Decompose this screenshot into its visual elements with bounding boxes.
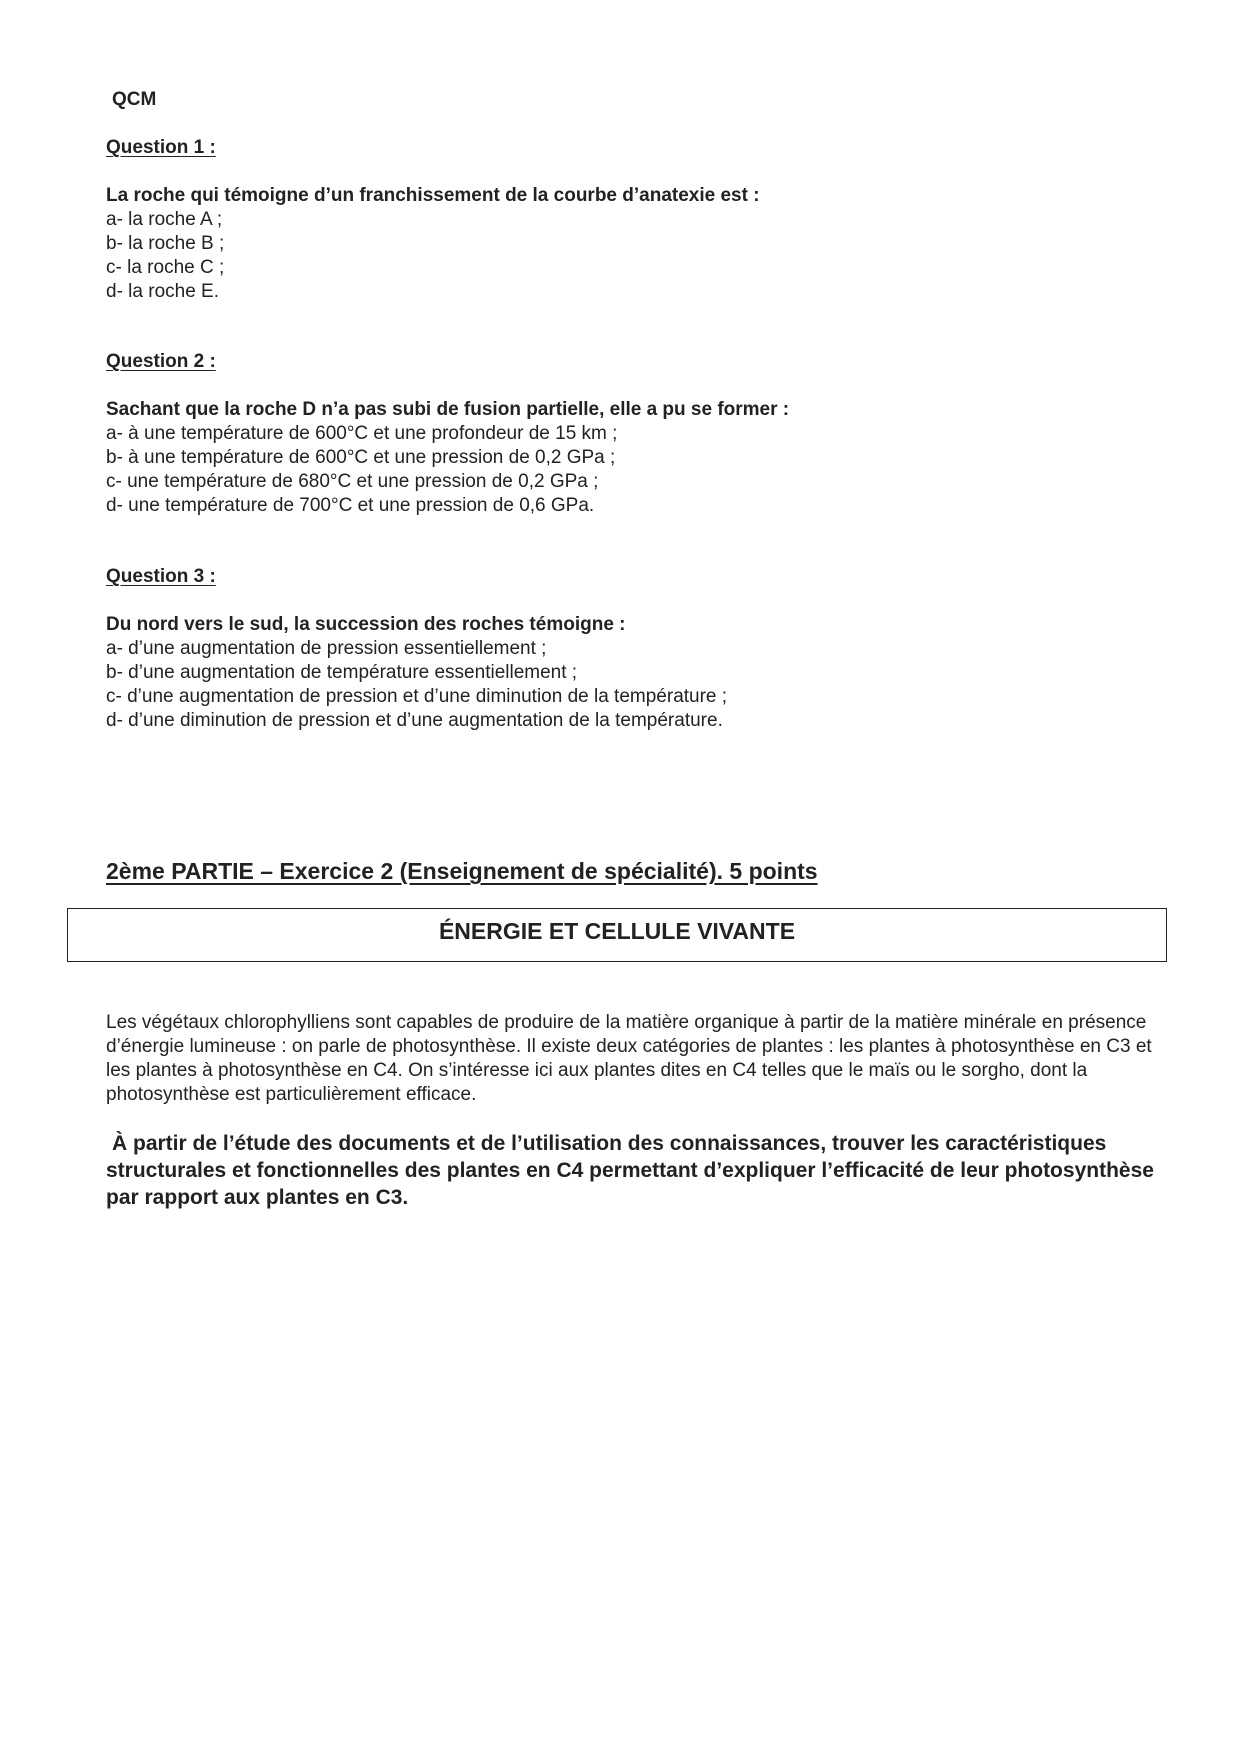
- option: c- une température de 680°C et une pression de 0,2 GPa ;: [106, 471, 599, 492]
- option: c- d’une augmentation de pression et d’une diminution de la température ;: [106, 686, 728, 707]
- question-2-stem: Sachant que la roche D n’a pas subi de fusion partielle, elle a pu se former :: [106, 399, 790, 420]
- option: c- la roche C ;: [106, 257, 225, 278]
- part-2-title: 2ème PARTIE – Exercice 2 (Enseignement de spécialité). 5 points: [106, 858, 818, 884]
- option: d- d’une diminution de pression et d’une augmentation de la température.: [106, 710, 723, 731]
- question-2: [106, 350, 1166, 518]
- intro-paragraph: Les végétaux chlorophylliens sont capables de produire de la matière organique à partir de la matière minérale en présence d’énergie lumineuse : on parle de photosynthèse. Il existe deux catégories de plantes : les plantes à photosynthèse en C3 et les plantes à photosynthèse en C4. On s’intéresse ici aux plantes dites en C4 telles que le maïs ou le sorgho, dont la photosynthèse est particulièrement efficace.: [106, 1012, 1152, 1105]
- option: b- d’une augmentation de température essentiellement ;: [106, 662, 578, 683]
- question-1-stem: La roche qui témoigne d’un franchissement de la courbe d’anatexie est :: [106, 185, 760, 206]
- question-3: [106, 565, 1166, 733]
- theme-title: ÉNERGIE ET CELLULE VIVANTE: [438, 918, 796, 944]
- question-2-title: Question 2 :: [106, 351, 216, 372]
- question-3-title: Question 3 :: [106, 566, 216, 587]
- question-2-options: [106, 422, 1166, 518]
- option: a- la roche A ;: [106, 209, 223, 230]
- option: b- la roche B ;: [106, 233, 225, 254]
- option: a- d’une augmentation de pression essentiellement ;: [106, 638, 547, 659]
- option: d- la roche E.: [106, 281, 219, 302]
- question-3-options: [106, 637, 1166, 733]
- instruction-paragraph: À partir de l’étude des documents et de l’utilisation des connaissances, trouver les caractéristiques structurales et fonctionnelles des plantes en C4 permettant d’expliquer l’efficacité de leur photosynthèse par rapport aux plantes en C3.: [106, 1132, 1154, 1209]
- option: b- à une température de 600°C et une pression de 0,2 GPa ;: [106, 447, 616, 468]
- question-1-options: [106, 208, 1166, 304]
- option: d- une température de 700°C et une pression de 0,6 GPa.: [106, 495, 595, 516]
- question-1: [106, 136, 1166, 304]
- option: a- à une température de 600°C et une profondeur de 15 km ;: [106, 423, 618, 444]
- question-1-title: Question 1 :: [106, 137, 216, 158]
- question-3-stem: Du nord vers le sud, la succession des roches témoigne :: [106, 614, 626, 635]
- qcm-heading: QCM: [112, 89, 157, 110]
